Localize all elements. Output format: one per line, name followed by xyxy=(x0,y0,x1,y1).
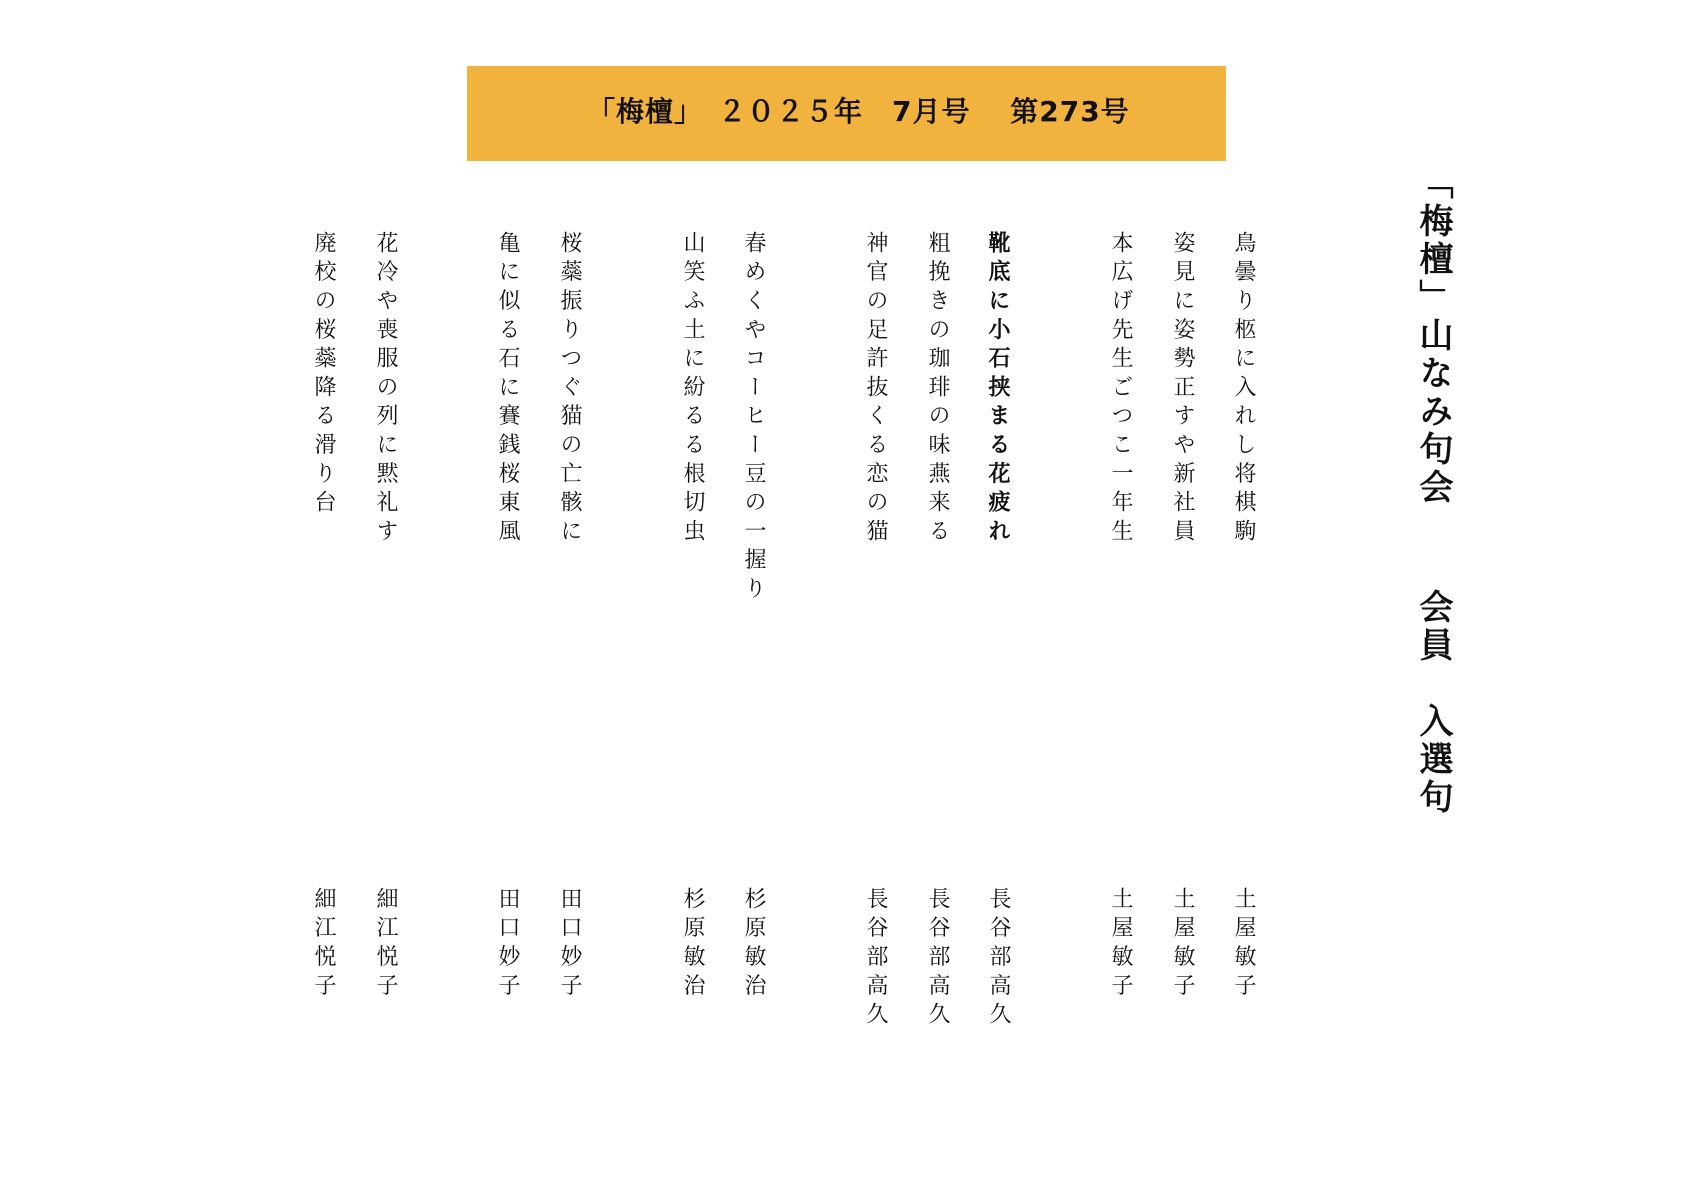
issue-title: 「梅檀」 ２０２５年 7月号 第273号 xyxy=(587,95,1130,128)
author-7: 杉原敏治 xyxy=(741,887,766,1003)
author-9: 田口妙子 xyxy=(557,887,582,1003)
author-12: 細江悦子 xyxy=(311,887,336,1003)
haiku-11: 花冷や喪服の列に黙礼す xyxy=(373,231,398,548)
haiku-6: 神官の足許抜くる恋の猫 xyxy=(863,231,888,548)
haiku-7: 春めくやコーヒー豆の一握り xyxy=(741,231,766,606)
author-10: 田口妙子 xyxy=(495,887,520,1003)
haiku-8: 山笑ふ土に紛るる根切虫 xyxy=(680,231,705,548)
haiku-12: 廃校の桜蘂降る滑り台 xyxy=(311,231,336,519)
haiku-2: 姿見に姿勢正すや新社員 xyxy=(1170,231,1195,548)
author-8: 杉原敏治 xyxy=(680,887,705,1003)
author-4: 長谷部高久 xyxy=(986,887,1011,1031)
haiku-1: 鳥曇り柩に入れし将棋駒 xyxy=(1231,231,1256,548)
author-1: 土屋敏子 xyxy=(1231,887,1256,1003)
author-3: 土屋敏子 xyxy=(1108,887,1133,1003)
haiku-3: 本広げ先生ごつこ一年生 xyxy=(1108,231,1133,548)
haiku-4: 靴底に小石挟まる花疲れ xyxy=(985,231,1011,548)
haiku-10: 亀に似る石に賽銭桜東風 xyxy=(495,231,520,548)
haiku-5: 粗挽きの珈琲の味燕来る xyxy=(925,231,950,548)
page-title: 「梅檀」山なみ句会 会員 入選句 xyxy=(1413,165,1453,817)
author-11: 細江悦子 xyxy=(373,887,398,1003)
author-5: 長谷部高久 xyxy=(925,887,950,1031)
author-6: 長谷部高久 xyxy=(863,887,888,1031)
author-2: 土屋敏子 xyxy=(1170,887,1195,1003)
header-band xyxy=(467,66,1226,161)
haiku-9: 桜蘂振りつぐ猫の亡骸に xyxy=(557,231,582,548)
